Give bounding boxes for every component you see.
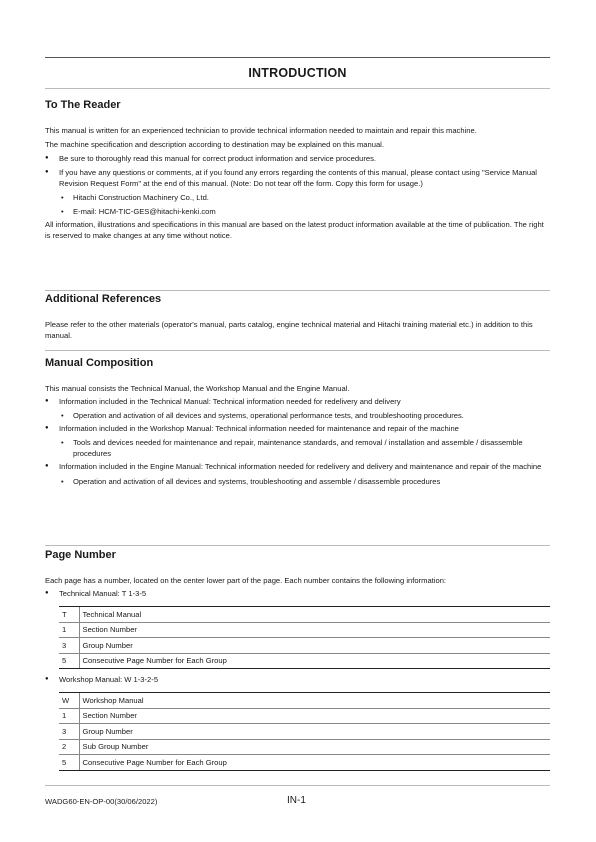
composition-bullet-workshop: ● Information included in the Workshop Manual: Technical information needed for maintenance and repair of the machine — [45, 423, 550, 434]
table-cell-code: 3 — [59, 638, 79, 654]
section-manual-composition — [45, 357, 550, 487]
technical-page-number-table — [59, 606, 550, 669]
composition-bullet-technical: ● Information included in the Technical Manual: Technical information needed for redelivery and delivery — [45, 396, 550, 407]
reader-bullet-2: ● If you have any questions or comments, at if you found any errors regarding the contents of this manual, please contact using "Service Manual Revision Request Form" at the end of this manual. (Note: Do not tear off the form. Copy this form for usage.) — [45, 167, 550, 189]
heading-additional-references: Additional References — [45, 293, 162, 305]
table-row — [59, 622, 550, 638]
composition-paragraph: This manual consists the Technical Manual, the Workshop Manual and the Engine Manual. — [45, 384, 350, 393]
composition-bullet-engine: ● Information included in the Engine Manual: Technical information needed for redelivery and delivery and maintenance and repair of the machine — [45, 461, 550, 472]
section-to-the-reader — [45, 99, 550, 241]
table-cell-code: 1 — [59, 622, 79, 638]
heading-manual-composition: Manual Composition — [45, 357, 154, 369]
section-additional-references — [45, 293, 550, 341]
table-cell-desc: Sub Group Number — [79, 739, 550, 755]
workshop-page-number-table — [59, 692, 550, 771]
table-cell-code: 5 — [59, 755, 79, 771]
table-row — [59, 638, 550, 654]
reader-sub-company: • Hitachi Construction Machinery Co., Ltd. — [45, 192, 550, 203]
reader-paragraph-3: All information, illustrations and specifications in this manual are based on the latest product information available at the time of publication. The right is reserved to make changes at any time without notice. — [45, 220, 544, 240]
heading-to-the-reader: To The Reader — [45, 99, 121, 111]
section-page-number — [45, 549, 550, 771]
footer-document-id: WADG60-EN-OP-00(30/06/2022) — [45, 797, 158, 806]
table-cell-desc: Section Number — [79, 622, 550, 638]
table-row — [59, 755, 550, 771]
table-row — [59, 693, 550, 709]
table-cell-desc: Workshop Manual — [79, 693, 550, 709]
reader-sub-email: • E-mail: HCM-TIC-GES@hitachi-kenki.com — [45, 206, 550, 217]
separator-2 — [45, 350, 550, 351]
table-cell-code: 5 — [59, 653, 79, 669]
document-page — [45, 0, 550, 842]
table-cell-desc: Section Number — [79, 708, 550, 724]
separator-3 — [45, 545, 550, 546]
reader-bullet-1: ● Be sure to thoroughly read this manual for correct product information and service procedures. — [45, 153, 550, 164]
top-rule — [45, 57, 550, 58]
table-cell-code: 1 — [59, 708, 79, 724]
footer-rule — [45, 785, 550, 786]
table-row — [59, 708, 550, 724]
table-cell-code: T — [59, 607, 79, 623]
table-cell-desc: Consecutive Page Number for Each Group — [79, 653, 550, 669]
reader-paragraph-1: This manual is written for an experienced technician to provide technical information needed to maintain and repair this machine. — [45, 126, 477, 135]
table-cell-desc: Group Number — [79, 724, 550, 740]
table-cell-code: W — [59, 693, 79, 709]
table-cell-desc: Consecutive Page Number for Each Group — [79, 755, 550, 771]
table-row — [59, 607, 550, 623]
page-title: INTRODUCTION — [248, 66, 347, 80]
table-cell-code: 3 — [59, 724, 79, 740]
footer-page-number: IN-1 — [287, 795, 306, 806]
table-row — [59, 653, 550, 669]
title-rule — [45, 88, 550, 89]
table-row — [59, 739, 550, 755]
table-row — [59, 724, 550, 740]
table-cell-code: 2 — [59, 739, 79, 755]
composition-sub-workshop: • Tools and devices needed for maintenance and repair, maintenance standards, and removal / installation and assemble / disassemble procedures — [45, 437, 550, 459]
heading-page-number: Page Number — [45, 549, 116, 561]
page-number-bullet-workshop: ● Workshop Manual: W 1-3-2-5 — [45, 674, 550, 685]
additional-paragraph: Please refer to the other materials (operator's manual, parts catalog, engine technical material and Hitachi training material etc.) in addition to this manual. — [45, 320, 533, 340]
table-cell-desc: Technical Manual — [79, 607, 550, 623]
table-cell-desc: Group Number — [79, 638, 550, 654]
composition-sub-technical: • Operation and activation of all devices and systems, operational performance tests, and troubleshooting procedures. — [45, 410, 550, 421]
separator-1 — [45, 290, 550, 291]
composition-sub-engine: • Operation and activation of all devices and systems, troubleshooting and assemble / disassemble procedures — [45, 476, 550, 487]
reader-paragraph-2: The machine specification and description according to destination may be explained on this manual. — [45, 140, 384, 149]
page-number-bullet-technical: ● Technical Manual: T 1-3-5 — [45, 588, 550, 599]
page-number-paragraph: Each page has a number, located on the center lower part of the page. Each number contains the following information: — [45, 576, 447, 585]
